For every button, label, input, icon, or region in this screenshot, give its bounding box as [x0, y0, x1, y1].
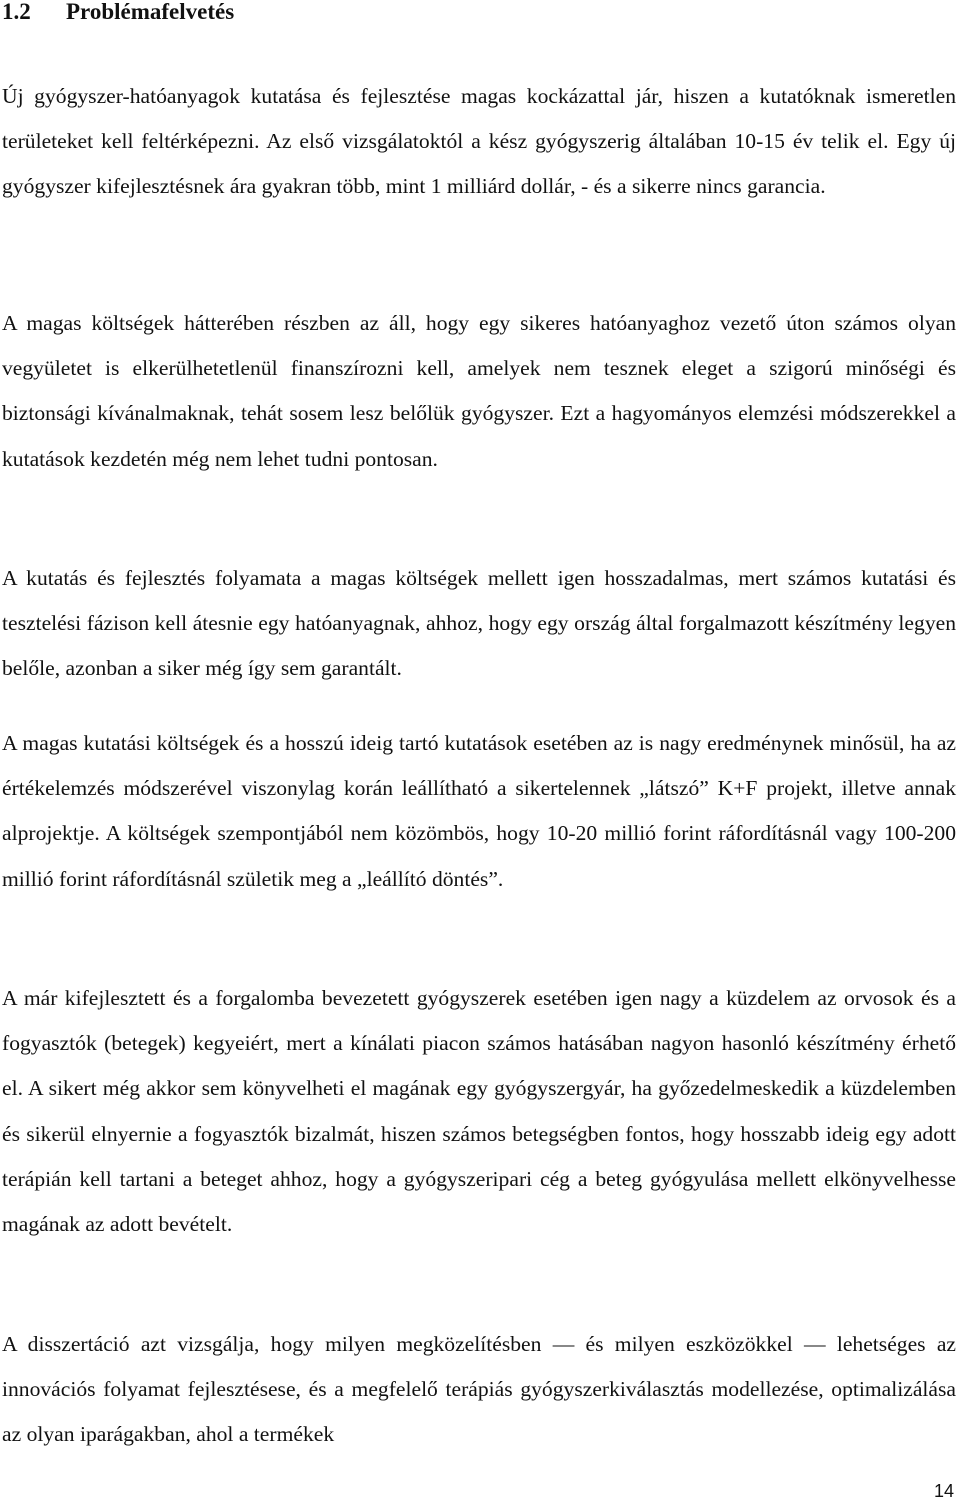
section-title: Problémafelvetés	[66, 0, 235, 24]
paragraph-5: A már kifejlesztett és a forgalomba bevezetett gyógyszerek esetében igen nagy a küzdelem az orvosok és a fogyasztók (betegek) kegyeiért, mert a kínálati piacon számos hatásában nagyon hasonló készítmény érhető el. A sikert még akkor sem könyvelheti el magának egy gyógyszergyár, ha győzedelmeskedik a küzdelemben és sikerül elnyernie a fogyasztók bizalmát, hiszen számos betegségben fontos, hogy hosszabb ideig egy adott terápián kell tartani a beteget ahhoz, hogy a gyógyszeripari cég a beteg gyógyulása mellett elkönyvelhesse magának az adott bevételt.	[2, 986, 956, 1237]
section-heading	[2, 0, 234, 26]
paragraph-4: A magas kutatási költségek és a hosszú ideig tartó kutatások esetében az is nagy eredménynek minősül, ha az értékelemzés módszerével viszonylag korán leállítható a sikertelennek „látszó” K+F projekt, illetve annak alprojektje. A költségek szempontjából nem közömbös, hogy 10-20 millió forint ráfordításnál vagy 100-200 millió forint ráfordításnál születik meg a „leállító döntés”.	[2, 731, 956, 891]
page-number: 14	[933, 1481, 954, 1501]
paragraph-6: A disszertáció azt vizsgálja, hogy milyen megközelítésben — és milyen eszközökkel — lehetséges az innovációs folyamat fejlesztésese, és a megfelelő terápiás gyógyszerkiválasztás modellezése, optimalizálása az olyan iparágakban, ahol a termékek	[2, 1332, 956, 1447]
paragraph-3: A kutatás és fejlesztés folyamata a magas költségek mellett igen hosszadalmas, mert számos kutatási és tesztelési fázison kell átesnie egy hatóanyagnak, ahhoz, hogy egy ország által forgalmazott készítmény legyen belőle, azonban a siker még így sem garantált.	[2, 566, 956, 681]
paragraph-1: Új gyógyszer-hatóanyagok kutatása és fejlesztése magas kockázattal jár, hiszen a kutatóknak ismeretlen területeket kell feltérképezni. Az első vizsgálatoktól a kész gyógyszerig általában 10-15 év telik el. Egy új gyógyszer kifejlesztésnek ára gyakran több, mint 1 milliárd dollár, - és a sikerre nincs garancia.	[2, 84, 956, 199]
paragraph-2: A magas költségek hátterében részben az áll, hogy egy sikeres hatóanyaghoz vezető úton számos olyan vegyületet is elkerülhetetlenül finanszírozni kell, amelyek nem tesznek eleget a szigorú minőségi és biztonsági kívánalmaknak, tehát sosem lesz belőlük gyógyszer. Ezt a hagyományos elemzési módszerekkel a kutatások kezdetén még nem lehet tudni pontosan.	[2, 311, 956, 471]
section-number: 1.2	[2, 0, 31, 24]
